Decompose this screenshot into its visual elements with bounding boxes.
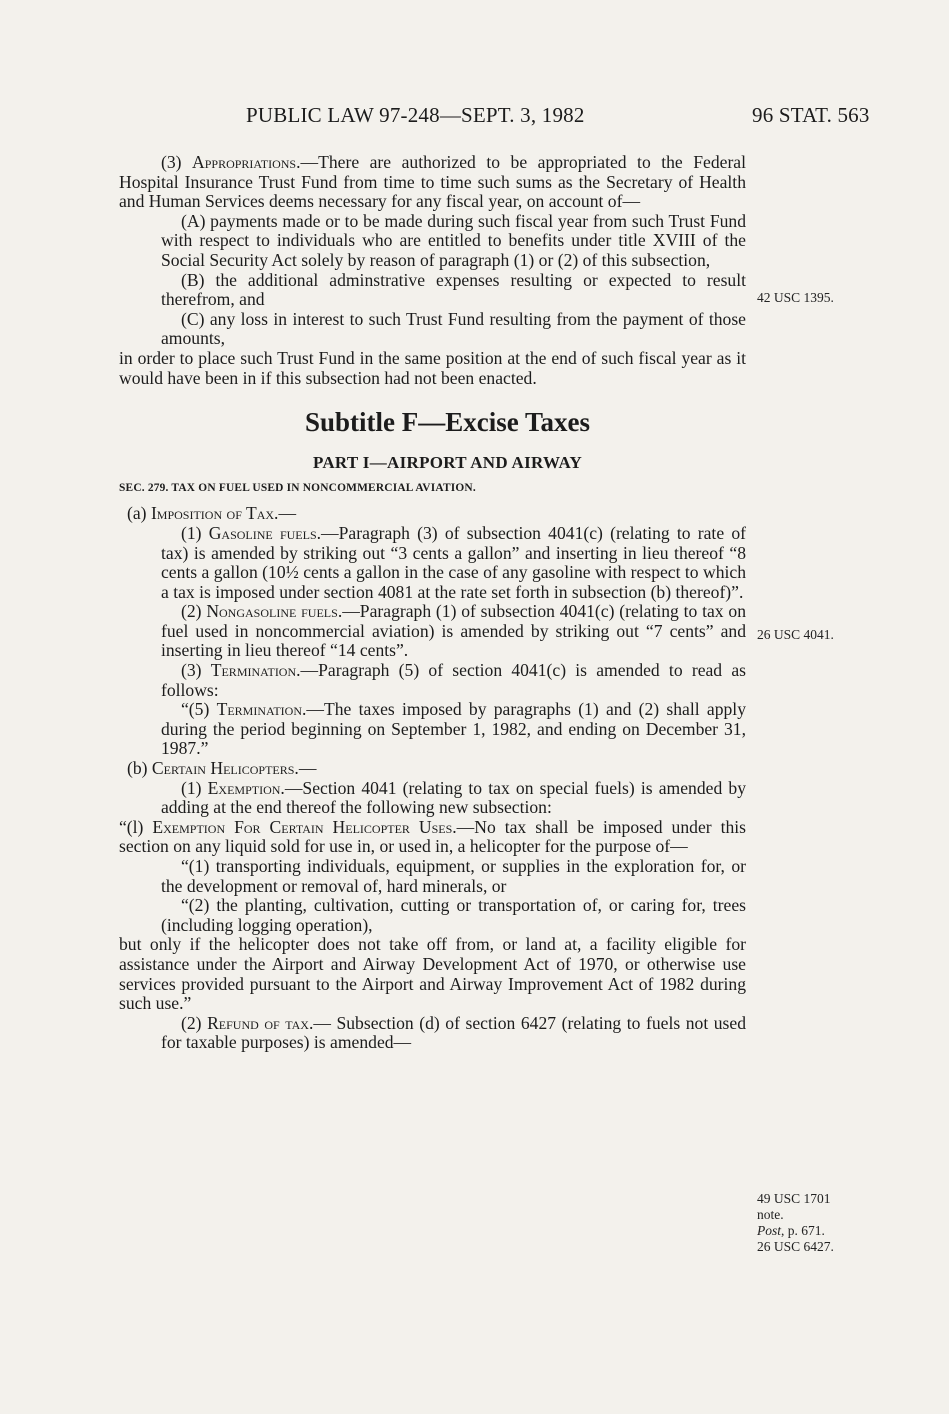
- subsection-number: (b): [127, 758, 152, 779]
- paragraph-number: (2): [181, 1012, 208, 1033]
- paragraph-number: “(5): [181, 699, 217, 720]
- paragraph-heading: Termination: [210, 660, 297, 681]
- subsection-l: [119, 818, 746, 857]
- citation-note: note.: [757, 1207, 784, 1222]
- part-heading: PART I—AIRPORT AND AIRWAY: [312, 453, 583, 473]
- subsection-a: [119, 504, 746, 524]
- clause-a: (A) payments made or to be made during such fiscal year from such Trust Fund with respect to individuals who are entitled to benefits under title XVIII of the Social Security Act solely by reason of paragraph (1) or (2) of this subsection,: [161, 210, 746, 270]
- paragraph-text: .—Paragraph (1) of subsection 4041(c) (relating to tax on fuel used in noncommercial aviation) is amended by striking out “7 cents” and inserting in lieu thereof “14 cents”.: [161, 601, 746, 661]
- citation-post-page: , p. 671.: [781, 1223, 825, 1238]
- paragraph-a1: [119, 524, 746, 602]
- paragraph-number: (3): [181, 660, 211, 681]
- subsection-number: (a): [127, 503, 151, 524]
- paragraph-text: .—Paragraph (3) of subsection 4041(c) (relating to rate of tax) is amended by striking out “3 cents a gallon” and inserting in lieu thereof “8 cents a gallon (10½ cents a gallon in the case of any gasoline with respect to which a tax is imposed under section 4081 at the rate set forth in subsection (b) thereof)”.: [161, 522, 746, 602]
- margin-note-42-usc-1395: 42 USC 1395.: [757, 290, 834, 305]
- paragraph-text: .— Subsection (d) of section 6427 (relating to fuels not used for taxable purposes) is amended—: [161, 1012, 746, 1053]
- paragraph-heading: Exemption: [207, 777, 281, 798]
- quoted-paragraph-1: “(1) transporting individuals, equipment, or supplies in the exploration for, or the development or removal of, hard minerals, or: [161, 856, 746, 896]
- paragraph-number: (3): [161, 152, 193, 172]
- paragraph-text: .—There are authorized to be appropriated to the Federal Hospital Insurance Trust Fund from time to time such sums as the Secretary of Health and Human Services deems necessary for any fiscal year, on account of—: [119, 152, 746, 212]
- paragraph-text: .—The taxes imposed by paragraphs (1) and (2) shall apply during the period beginning on September 1, 1982, and ending on December 31, 1987.”: [161, 699, 746, 759]
- paragraph-number: (1): [181, 777, 208, 798]
- running-header: PUBLIC LAW 97-248—SEPT. 3, 1982: [246, 103, 585, 127]
- paragraph-b1: [119, 779, 746, 818]
- subsection-dash: .—: [294, 758, 317, 779]
- paragraph-a2: [119, 602, 746, 661]
- paragraph-text: .—Section 4041 (relating to tax on special fuels) is amended by adding at the end thereof the following new subsection:: [161, 777, 746, 818]
- paragraph-number: (2): [181, 601, 207, 622]
- paragraph-heading: Termination: [216, 699, 303, 720]
- section-heading: SEC. 279. TAX ON FUEL USED IN NONCOMMERCIAL AVIATION.: [119, 481, 476, 494]
- paragraph-b2: [119, 1014, 746, 1053]
- closing-paragraph: in order to place such Trust Fund in the same position at the end of such fiscal year as it would have been in if this subsection had not been enacted.: [119, 347, 746, 388]
- paragraph-number: “(l): [119, 816, 153, 837]
- paragraph-text: .—No tax shall be imposed under this section on any liquid sold for use in, or used in, a helicopter for the purpose of—: [119, 816, 746, 857]
- closing-paragraph-l: but only if the helicopter does not take off from, or land at, a facility eligible for assistance under the Airport and Airway Development Act of 1970, or otherwise use services provided pursuant to the Airport and Airway Improvement Act of 1982 during such use.”: [119, 934, 746, 1014]
- paragraph-number: (1): [181, 522, 209, 543]
- subsection-heading: Imposition of Tax: [150, 503, 275, 524]
- citation-26-usc-6427: 26 USC 6427.: [757, 1239, 834, 1254]
- quoted-paragraph-5: [119, 700, 746, 759]
- body-text: [119, 153, 746, 1053]
- subsection-b: [119, 759, 746, 779]
- subtitle-heading: Subtitle F—Excise Taxes: [304, 407, 591, 438]
- citation-post-label: Post: [757, 1223, 782, 1238]
- margin-note-26-usc-4041: 26 USC 4041.: [757, 627, 834, 642]
- paragraph-heading: Refund of tax: [207, 1012, 309, 1033]
- paragraph-heading: Nongasoline fuels: [206, 601, 338, 622]
- clause-b: (B) the additional adminstrative expenses resulting or expected to result therefrom, and: [161, 269, 746, 310]
- margin-note-citations: [757, 1191, 834, 1255]
- paragraph-text: .—Paragraph (5) of section 4041(c) is amended to read as follows:: [161, 660, 746, 700]
- subsection-dash: .—: [274, 503, 297, 524]
- citation-49-usc-1701: 49 USC 1701: [757, 1191, 831, 1206]
- clause-c: (C) any loss in interest to such Trust Fund resulting from the payment of those amounts,: [161, 308, 746, 349]
- paragraph-heading: Gasoline fuels: [208, 522, 317, 543]
- quoted-paragraph-2: “(2) the planting, cultivation, cutting or transportation of, or caring for, trees (including logging operation),: [161, 895, 746, 935]
- paragraph-3-appropriations: [119, 153, 746, 212]
- paragraph-heading: Appropriations: [192, 152, 297, 172]
- subsection-heading: Certain Helicopters: [151, 758, 295, 779]
- paragraph-heading: Exemption For Certain Helicopter Uses: [152, 816, 453, 837]
- paragraph-a3: [119, 661, 746, 700]
- page-number: 96 STAT. 563: [752, 103, 870, 127]
- citation-post: [757, 1223, 834, 1239]
